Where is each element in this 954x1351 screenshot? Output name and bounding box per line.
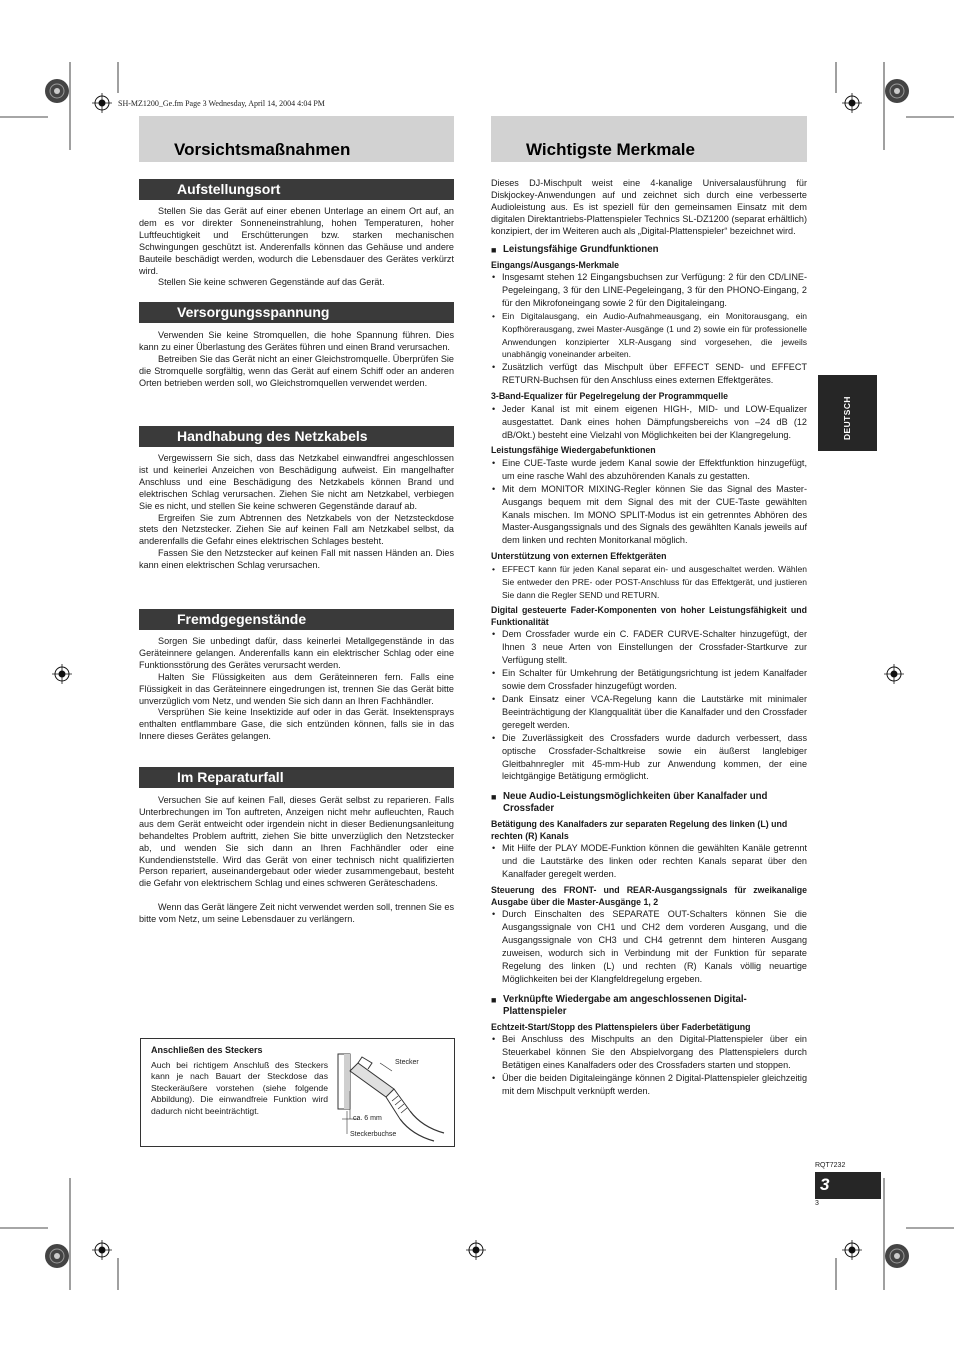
feature-subheading: Leistungsfähige Wiedergabefunktionen bbox=[491, 445, 656, 456]
section-body-versorgungsspannung bbox=[139, 330, 454, 390]
feature-subheading: Eingangs/Ausgangs-Merkmale bbox=[491, 259, 620, 270]
color-bar-icon bbox=[44, 1243, 70, 1269]
feature-subheading: 3-Band-Equalizer für Pegelregelung der Programmquelle bbox=[491, 391, 729, 402]
square-bullet-icon: ■ bbox=[491, 792, 497, 803]
section-heading: Versorgungsspannung bbox=[177, 304, 330, 320]
page-number-box bbox=[815, 1172, 881, 1199]
list-item: • Bei Anschluss des Mischpults an den Digital-Plattenspieler über ein Steuerkabel können Sie den Abspielvorgang des Plattenspielers durch Betätigen eines Kanalfaders oder des Crossfaders starten und stoppen. bbox=[492, 1034, 807, 1070]
label-steckerbuchse: Steckerbuchse bbox=[350, 1131, 397, 1138]
color-bar-icon bbox=[884, 78, 910, 104]
list-item: • EFFECT kann für jeden Kanal separat ein- und ausgeschaltet werden. Wählen Sie entweder den PRE- oder POST-Anschluss für das Effektgerät, und justieren Sie dann die Regler SEND und RETURN. bbox=[492, 563, 807, 600]
feature-subheading: Unterstützung von externen Effektgeräten bbox=[491, 551, 667, 562]
feature-subheading: Betätigung des Kanalfaders zur separaten Regelung des linken (L) und rechten (R) Kanals bbox=[491, 819, 788, 841]
list-item: • Ein Schalter für Umkehrung der Betätigungsrichtung ist jedem Kanalfader sowie dem Crossfader hinzugefügt worden. bbox=[492, 668, 807, 692]
list-item: • Mit dem MONITOR MIXING-Regler können Sie das Signal des Master-Ausgangs bequem mit dem Signal des mit der CUE-Taste gewählten Kanals mischen. Im MONO SPLIT-Modus ist ein getrenntes Abhören des Master-Ausgangssignals und des Signals des gewählten Kanals jeweils auf dem linken und rechten Monitorkanal möglich. bbox=[492, 483, 807, 546]
paragraph: Stellen Sie das Gerät auf einer ebenen Unterlage an einem Ort auf, an dem es vor direkter Sonneneinstrahlung, hohen Temperaturen, hoher Luftfeuchtigkeit und Erschütterungen bzw. starken mechanischen Schwingungen geschützt ist. Anderenfalls können das Gehäuse und andere Bauteile beschädigt werden, wodurch die Lebensdauer des Gerätes verkürzt wird. bbox=[139, 206, 454, 276]
right-page-title: Wichtigste Merkmale bbox=[526, 140, 695, 159]
list-item: • Zusätzlich verfügt das Mischpult über EFFECT SEND- und EFFECT RETURN-Buchsen für den Anschluss eines externen Effektgerätes. bbox=[492, 362, 807, 386]
section-bar-netzkabel bbox=[139, 426, 454, 447]
list-item: • Die Zuverlässigkeit des Crossfaders wurde dadurch verbessert, dass optische Crossfader-Schaltkreise sowie ein äußerst langlebiger Gleitbahnregler mit 45-mm-Hub zur Anwendung kommen, der eine leichtgängige Betätigung ermöglicht. bbox=[492, 732, 807, 782]
page-number-small: 3 bbox=[815, 1200, 819, 1207]
language-tab-label: DEUTSCH bbox=[842, 396, 852, 440]
registration-mark-icon bbox=[92, 1240, 112, 1260]
intro-paragraph: Dieses DJ-Mischpult weist eine 4-kanalige Universalausführung für Diskjockey-Anwendungen auf und zeichnet sich durch eine verbesserte Audioleistung aus. Es ist speziell für den gemeinsamen Einsatz mit dem digitalen Direktantriebs-Plattenspieler Technics SL-DZ1200 (separat erhältlich) konzipiert, der im Weiteren auch als „Digital-Plattenspieler“ bezeichnet wird. bbox=[491, 178, 807, 236]
paragraph: Versuchen Sie auf keinen Fall, dieses Gerät selbst zu reparieren. Falls Unterbrechungen im Ton auftreten, Anzeigen nicht mehr aufleuchten, Rauch aus dem Gerät entweicht oder irgendein nicht in dieser Bedienungsanleitung behandeltes Problem auftritt, ziehen Sie bitte unverzüglich den Netzstecker ab, und wenden Sie sich dann an Ihren Fachhändler oder eine Kundendienststelle. Wird das Gerät von einer technisch nicht qualifizierten Person repariert, auseinandergebaut oder wieder zusammengebaut, besteht die Gefahr von elektrischem Schlag und eines schweren Geräteschadens. bbox=[139, 795, 454, 889]
list-item: • Ein Digitalausgang, ein Audio-Aufnahmeausgang, ein Monitorausgang, ein Kopfhörerausgang, zwei Master-Ausgänge (1 und 2) sowie ein für professionelle Anwendungen konzipierter XLR-Ausgang sind vorgesehen, die jeweils unabhängig voneinander arbeiten. bbox=[492, 310, 807, 360]
list-item: • Eine CUE-Taste wurde jedem Kanal sowie der Effektfunktion hinzugefügt, um eine rasche Wahl des abzuhörenden Kanals zu gestatten. bbox=[492, 457, 807, 481]
paragraph: Versprühen Sie keine Insektizide auf oder in das Gerät. Insektensprays enthalten entflammbare Gase, die sich entzünden können, falls sie in das Innere dieses Gerätes gelangen. bbox=[139, 707, 454, 742]
section-heading: Aufstellungsort bbox=[177, 181, 281, 197]
section-bar-aufstellungsort bbox=[139, 179, 454, 200]
square-bullet-icon: ■ bbox=[491, 244, 497, 255]
label-stecker: Stecker bbox=[395, 1059, 419, 1066]
registration-mark-icon bbox=[52, 664, 72, 684]
label-dimension: ca. 6 mm bbox=[353, 1115, 382, 1122]
list-item: • Dank Einsatz einer VCA-Regelung kann die Lautstärke mit minimaler Beeinträchtigung der Klangqualität über die Kanalfader und den Crossfader geregelt werden. bbox=[492, 694, 807, 730]
feature-subheading: Digital gesteuerte Fader-Komponenten von hoher Leistungsfähigkeit und Funktionalität bbox=[491, 605, 807, 627]
section-body-aufstellungsort bbox=[139, 206, 454, 289]
section-heading: Handhabung des Netzkabels bbox=[177, 428, 368, 444]
features-column bbox=[491, 178, 807, 1098]
list-item: • Über die beiden Digitaleingänge können 2 Digital-Plattenspieler gleichzeitig mit dem Mischpult verknüpft werden. bbox=[492, 1072, 807, 1096]
feature-heading: ■ Verknüpfte Wiedergabe am angeschlossenen Digital-Plattenspieler bbox=[491, 993, 747, 1017]
registration-mark-icon bbox=[884, 664, 904, 684]
document-code: RQT7232 bbox=[815, 1162, 846, 1169]
right-title-box bbox=[491, 116, 807, 162]
left-title-box bbox=[139, 116, 454, 162]
list-item: • Durch Einschalten des SEPARATE OUT-Schalters können Sie die Ausgangssignale von CH1 und CH2 dem vorderen Ausgang, und die Ausgangssignale von CH3 und CH4 getrennt dem hinteren Ausgang zuweisen, wodurch sich in Verbindung mit der Funktion für separate Regelung des linken (L) und rechten (R) Kanals völlig neuartige Möglichkeiten bei der Klangfeldregelung ergeben. bbox=[492, 909, 807, 984]
paragraph: Stellen Sie keine schweren Gegenstände auf das Gerät. bbox=[158, 277, 385, 288]
color-bar-icon bbox=[44, 78, 70, 104]
color-bar-icon bbox=[884, 1243, 910, 1269]
square-bullet-icon: ■ bbox=[491, 994, 497, 1005]
section-heading: Im Reparaturfall bbox=[177, 769, 284, 785]
list-item: • Dem Crossfader wurde ein C. FADER CURVE-Schalter hinzugefügt, der Ihnen 3 neue Arten von Einstellungen der Crossfader-Startkurve zur Verfügung stellt. bbox=[492, 629, 807, 666]
section-bar-versorgungsspannung bbox=[139, 302, 454, 323]
paragraph: Wenn das Gerät längere Zeit nicht verwendet werden soll, trennen Sie es bitte vom Netz, um seine Lebensdauer zu verlängern. bbox=[139, 902, 454, 925]
section-body-netzkabel bbox=[139, 453, 454, 572]
list-item: • Insgesamt stehen 12 Eingangsbuchsen zur Verfügung: 2 für den CD/LINE-Pegeleingang, 3 für den LINE-Pegeleingang, 3 für den PHONO-Eingang, 2 für den Mikrofoneingang sowie 2 für den Digitaleingang. bbox=[492, 272, 807, 308]
paragraph: Betreiben Sie das Gerät nicht an einer Gleichstromquelle. Überprüfen Sie die Stromquelle sorgfältig, wenn das Gerät auf einem Schiff oder an anderen Orten betrieben werden soll, wo Gleichstromquellen verwendet werden. bbox=[139, 353, 454, 388]
section-body-reparaturfall bbox=[139, 795, 454, 926]
section-body-fremdgegenstaende bbox=[139, 636, 454, 743]
section-bar-reparaturfall bbox=[139, 767, 454, 788]
paragraph: Halten Sie Flüssigkeiten aus dem Geräteinneren fern. Falls eine Flüssigkeit in das Geräteinnere eingedrungen ist, trennen Sie das Gerät bitte unverzüglich vom Netz, und wenden Sie sich dann an Ihren Fachhändler. bbox=[139, 671, 454, 706]
left-page-title: Vorsichtsmaßnahmen bbox=[174, 140, 351, 159]
paragraph: Verwenden Sie keine Stromquellen, die hohe Spannung führen. Dies kann zu einer Überlastung des Gerätes führen und einen Brand verursachen. bbox=[139, 330, 454, 352]
registration-mark-icon bbox=[92, 93, 112, 113]
paragraph: Ergreifen Sie zum Abtrennen des Netzkabels von der Netzsteckdose stets den Netzstecker. Ziehen Sie auf keinen Fall am Netzkabel selbst, da anderenfalls die Gefahr eines elektrischen Schlages besteht. bbox=[139, 512, 454, 547]
registration-mark-icon bbox=[466, 1240, 486, 1260]
paragraph: Vergewissern Sie sich, dass das Netzkabel einwandfrei angeschlossen ist und keinerlei Anzeichen von Beschädigung aufweist. Ein mangelhafter Anschluss und eine Beschädigung des Netzkabels können Brand und elektrischen Schlag verursachen. Ziehen Sie nicht am Netzkabel, verbiegen Sie es nicht, und stellen Sie keine schweren Gegenstände darauf ab. bbox=[139, 453, 454, 511]
registration-mark-icon bbox=[842, 1240, 862, 1260]
plug-note-text: Auch bei richtigem Anschluß des Steckers kann je nach Bauart der Steckdose das Steckeräußere vorstehen (siehe folgende Abbildung). Die einwandfreie Funktion wird dadurch nicht beeinträchtigt. bbox=[151, 1060, 328, 1116]
section-bar-fremdgegenstaende bbox=[139, 609, 454, 630]
print-header: SH-MZ1200_Ge.fm Page 3 Wednesday, April 14, 2004 4:04 PM bbox=[118, 99, 325, 108]
plug-note-box bbox=[140, 1038, 455, 1147]
list-item: • Mit Hilfe der PLAY MODE-Funktion können die gewählten Kanäle getrennt und die Lautstärke des linken oder rechten Kanals separat über den Kanalfader geregelt werden. bbox=[492, 843, 807, 880]
plug-illustration bbox=[334, 1049, 449, 1144]
paragraph: Sorgen Sie unbedingt dafür, dass keinerlei Metallgegenstände in das Geräteinnere gelangen. Anderenfalls kann ein elektrischer Schlag oder eine Funktionsstörung des Gerätes verursacht werden. bbox=[139, 636, 454, 670]
feature-heading: ■ Neue Audio-Leistungsmöglichkeiten über Kanalfader und Crossfader bbox=[491, 791, 768, 815]
registration-mark-icon bbox=[842, 93, 862, 113]
section-heading: Fremdgegenstände bbox=[177, 611, 307, 627]
feature-subheading: Echtzeit-Start/Stopp des Plattenspielers über Faderbetätigung bbox=[491, 1021, 751, 1032]
feature-subheading: Steuerung des FRONT- und REAR-Ausgangssignals für zweikanalige Ausgabe über die Master-Ausgänge 1, 2 bbox=[491, 885, 807, 907]
feature-heading: ■ Leistungsfähige Grundfunktionen bbox=[491, 243, 659, 255]
language-tab bbox=[818, 375, 877, 451]
page-number: 3 bbox=[820, 1175, 830, 1194]
list-item: • Jeder Kanal ist mit einem eigenen HIGH-, MID- und LOW-Equalizer ausgestattet. Dank eines hohen Dämpfungsbereichs von –24 dB (12 dB/Okt.) besteht eine Vielzahl von Möglichkeiten bei der Klangregelung. bbox=[492, 403, 807, 440]
paragraph: Fassen Sie den Netzstecker auf keinen Fall mit nassen Händen an. Dies kann einen elektrischen Schlag verursachen. bbox=[139, 548, 454, 571]
plug-note-title: Anschließen des Steckers bbox=[151, 1045, 263, 1055]
